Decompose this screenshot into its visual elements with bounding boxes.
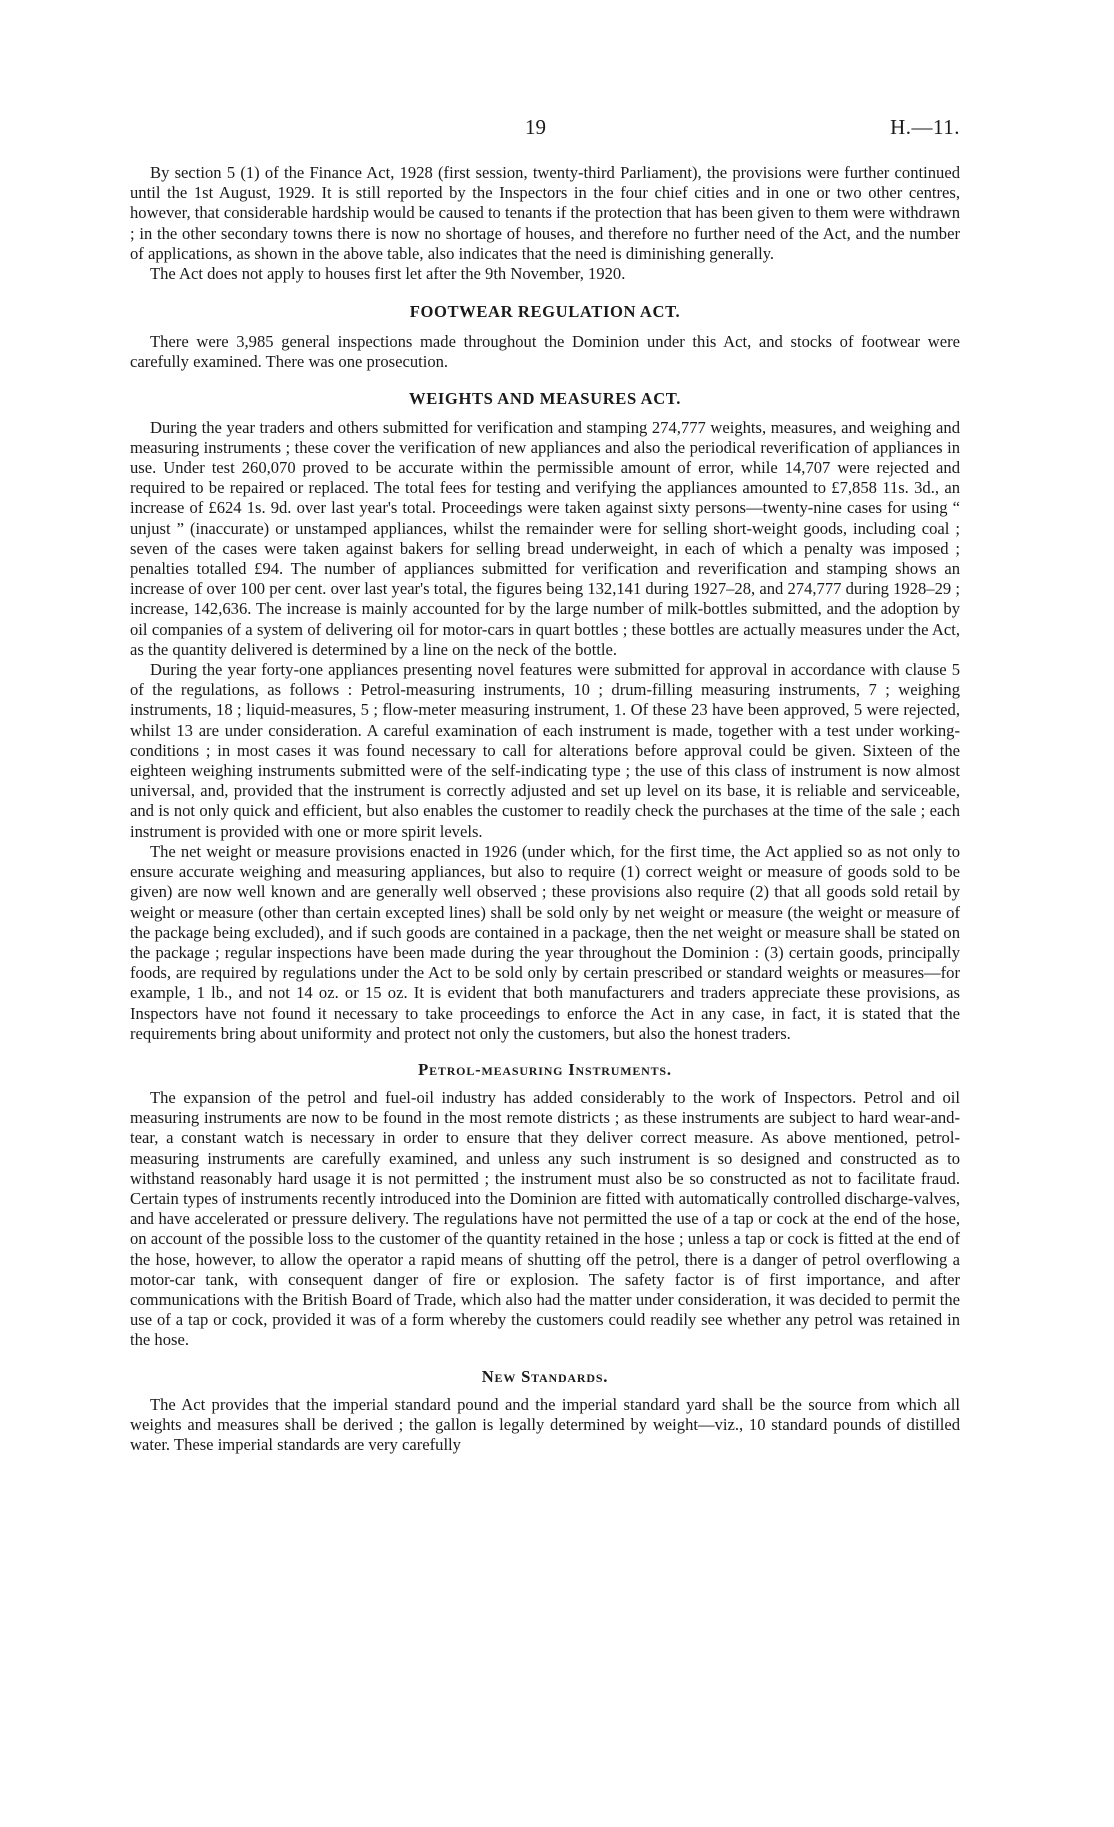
section-fair-rents (130, 163, 960, 284)
paragraph: During the year traders and others submitted for verification and stamping 274,777 weights, measures, and weighing and measuring instruments ; these cover the verification of new appliances and also the periodical reverification of appliances in use. Under test 260,070 proved to be accurate within the permissible amount of error, while 14,707 were rejected and required to be repaired or replaced. The total fees for testing and verifying the appliances amounted to £7,858 11s. 3d., an increase of £624 1s. 9d. over last year's total. Proceedings were taken against sixty persons—twenty-nine cases for using “ unjust ” (inaccurate) or unstamped appliances, whilst the remainder were for selling short-weight goods, including coal ; seven of the cases were taken against bakers for selling bread underweight, in each of which a penalty was imposed ; penalties totalled £94. The number of appliances submitted for verification and reverification and stamping shows an increase of over 100 per cent. over last year's total, the figures being 132,141 during 1927–28, and 274,777 during 1928–29 ; increase, 142,636. The increase is mainly accounted for by the large number of milk-bottles submitted, and the adoption by oil companies of a system of delivering oil for motor-cars in quart bottles ; these bottles are actually measures under the Act, as the quantity delivered is determined by a line on the neck of the bottle. (130, 417, 960, 659)
paragraph: The expansion of the petrol and fuel-oil industry has added considerably to the work of Inspectors. Petrol and oil measuring instruments are now to be found in the most remote districts ; as these instruments are subject to hard wear-and-tear, a constant watch is necessary in order to ensure that they deliver correct measure. As above mentioned, petrol-measuring instruments are carefully examined, and unless any such instrument is so designed and constructed as to withstand reasonably hard usage it is not permitted ; the instrument must also be so constructed as not to facilitate fraud. Certain types of instruments recently introduced into the Dominion are fitted with automatically controlled discharge-valves, and have accelerated or pressure delivery. The regulations have not permitted the use of a tap or cock at the end of the hose, on account of the possible loss to the customer of the quantity retained in the hose ; unless a tap or cock is fitted at the end of the hose, however, to allow the operator a rapid means of shutting off the petrol, there is a danger of petrol overflowing a motor-car tank, with consequent danger of fire or explosion. The safety factor is of first importance, and after communications with the British Board of Trade, which also had the matter under consideration, it was decided to permit the use of a tap or cock, provided it was of a form whereby the customers could readily see whether any petrol was retained in the hose. (130, 1087, 960, 1350)
section-weights-measures (130, 389, 960, 1044)
paragraph: There were 3,985 general inspections made throughout the Dominion under this Act, and stocks of footwear were carefully examined. There was one prosecution. (130, 332, 960, 372)
section-new-standards (130, 1367, 960, 1456)
paragraph: The net weight or measure provisions enacted in 1926 (under which, for the first time, the Act applied so as not only to ensure accurate weighing and measuring appliances, but also to require (1) correct weight or measure of goods sold to be given) are now well known and are generally well observed ; these provisions also require (2) that all goods sold retail by weight or measure (other than certain excepted lines) shall be sold only by net weight or measure (the weight or measure of the package being excluded), and if such goods are contained in a package, then the net weight or measure shall be stated on the package ; regular inspections have been made during the year throughout the Dominion : (3) certain goods, principally foods, are required by regulations under the Act to be sold only by certain prescribed or standard weights or measures—for example, 1 lb., and not 14 oz. or 15 oz. It is evident that both manufacturers and traders appreciate these provisions, as Inspectors have not found it necessary to take proceedings to enforce the Act in any case, in fact, it is stated that the requirements bring about uniformity and protect not only the customers, but also the honest traders. (130, 841, 960, 1043)
page-number: 19 (525, 115, 546, 139)
section-footwear (130, 302, 960, 372)
paragraph: The Act provides that the imperial standard pound and the imperial standard yard shall be the source from which all weights and measures shall be derived ; the gallon is legally determined by weight—viz., 10 standard pounds of distilled water. These imperial standards are very carefully (130, 1394, 960, 1454)
subheading-petrol-measuring: Petrol-measuring Instruments. (418, 1059, 672, 1079)
paragraph: During the year forty-one appliances presenting novel features were submitted for approval in accordance with clause 5 of the regulations, as follows : Petrol-measuring instruments, 10 ; drum-filling measuring instruments, 7 ; weighing instruments, 18 ; liquid-measures, 5 ; flow-meter measuring instrument, 1. Of these 23 have been approved, 5 were rejected, whilst 13 are under consideration. A careful examination of each instrument is made, together with a test under working-conditions ; in most cases it was found necessary to call for alterations before approval could be given. Sixteen of the eighteen weighing instruments submitted were of the self-indicating type ; the use of this class of instrument is now almost universal, and, provided that the instrument is correctly adjusted and set up level on its base, it is reliable and serviceable, and is not only quick and efficient, but also enables the customer to readily check the purchases at the time of the sale ; each instrument is provided with one or more spirit levels. (130, 660, 960, 841)
page-header (130, 115, 960, 145)
subheading-new-standards: New Standards. (481, 1366, 609, 1386)
section-petrol-measuring (130, 1060, 960, 1351)
section-heading-weights-measures: WEIGHTS AND MEASURES ACT. (409, 388, 681, 408)
section-heading-footwear: FOOTWEAR REGULATION ACT. (409, 302, 681, 322)
paragraph: The Act does not apply to houses first let after the 9th November, 1920. (150, 264, 626, 284)
document-reference: H.—11. (890, 115, 960, 139)
page-body (130, 163, 960, 1455)
paragraph: By section 5 (1) of the Finance Act, 1928 (first session, twenty-third Parliament), the provisions were further continued until the 1st August, 1929. It is still reported by the Inspectors in the four chief cities and in one or two other centres, however, that considerable hardship would be caused to tenants if the protection that has been given to them were withdrawn ; in the other secondary towns there is now no shortage of houses, and therefore no further need of the Act, and the number of applications, as shown in the above table, also indicates that the need is diminishing generally. (130, 163, 960, 263)
